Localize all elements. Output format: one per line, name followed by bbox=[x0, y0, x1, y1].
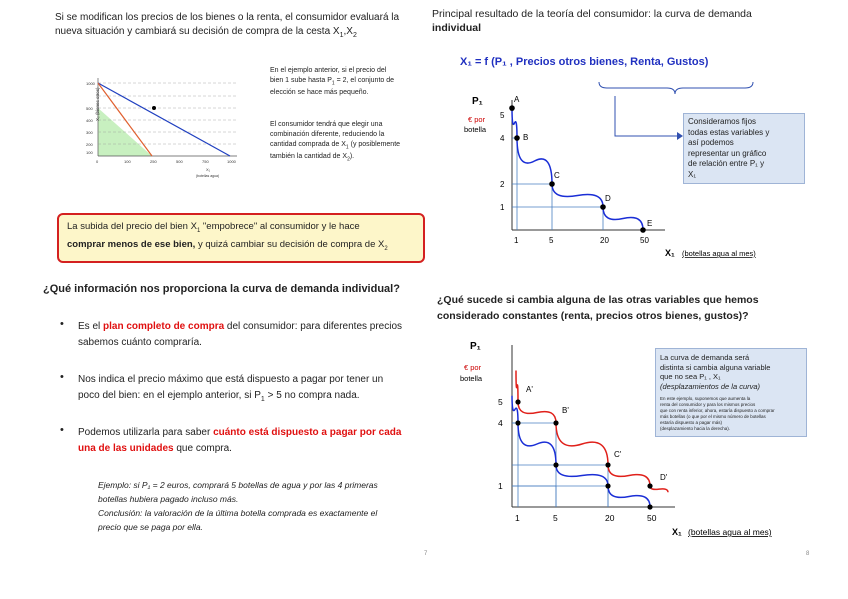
x-tick: 5 bbox=[549, 236, 554, 245]
chart4-xlabel: X₁ bbox=[672, 527, 682, 537]
slide2-title: Principal resultado de la teoría del consumidor: la curva de demanda individual bbox=[432, 8, 752, 34]
original-point bbox=[605, 483, 610, 488]
shifted-point bbox=[553, 420, 558, 425]
point-D bbox=[600, 204, 606, 210]
slide1-intro: Si se modifican los precios de los bienes o la renta, el consumidor evaluará la nueva situación y cambiará su decisión de compra de la cesta $X_1,X_2$ bbox=[55, 12, 400, 39]
optimal-basket-point bbox=[152, 106, 156, 110]
demand-curve bbox=[512, 108, 643, 230]
mini-xtick: 100 bbox=[124, 159, 131, 164]
y-tick: 4 bbox=[500, 134, 505, 143]
shifted-point bbox=[605, 462, 610, 467]
callout-box: La subida del precio del bien $X_1$ "empobrece" al consumidor y le hace comprar menos de ese bien, y quizá cambiar su decisión de compra de $X_2$ bbox=[57, 213, 425, 263]
chart2-ylabel-unit-2: botella bbox=[464, 125, 487, 134]
shifted-point-label: A' bbox=[526, 385, 533, 394]
x-tick: 50 bbox=[640, 236, 649, 245]
original-point bbox=[553, 462, 558, 467]
mini-ytick: 300 bbox=[86, 130, 93, 135]
x-tick: 1 bbox=[515, 513, 520, 523]
mini-xtick: 1000 bbox=[227, 159, 236, 164]
point-label-C: C bbox=[554, 171, 560, 180]
chart2-ylabel: P₁ bbox=[472, 96, 483, 107]
y-tick: 5 bbox=[500, 111, 505, 120]
intro-line-2: nueva situación y cambiará su decisión de compra de la cesta X bbox=[55, 25, 340, 37]
x-tick: 1 bbox=[514, 236, 519, 245]
example-text: Ejemplo: si P₁ = 2 euros, comprará 5 botellas de agua y por las 4 primeras botellas hubiera pagado incluso más. Conclusión: la valoración de la última botella comprada es exactamente el precio que se paga por ella. bbox=[98, 480, 378, 532]
chart2-xlabel: X₁ bbox=[665, 248, 675, 258]
bullet-1: Es el plan completo de compra del consumidor: para diferentes precios sabemos cuánto compraría. bbox=[78, 321, 403, 348]
bullet-2: Nos indica el precio máximo que está dispuesto a pagar por tener un poco del bien: en el ejemplo anterior, si $P_1 > 5$ no compra nada. bbox=[78, 374, 384, 403]
point-E bbox=[640, 227, 646, 233]
chart4-xlabel-unit: (botellas agua al mes) bbox=[688, 527, 772, 537]
mini-xtick: 750 bbox=[202, 159, 209, 164]
mini-xtick: 250 bbox=[150, 159, 157, 164]
slide3-title: ¿Qué información nos proporciona la curva de demanda individual? bbox=[43, 283, 400, 295]
bullet-dot: • bbox=[60, 371, 64, 383]
mini-ytick: 1000 bbox=[86, 81, 95, 86]
mini-ytick: 400 bbox=[86, 118, 93, 123]
point-label-E: E bbox=[647, 219, 653, 228]
shifted-point-label: B' bbox=[562, 406, 569, 415]
demand-curve-chart bbox=[460, 88, 790, 268]
bullet-3: Podemos utilizarla para saber cuánto está dispuesto a pagar por cada una de las unidades que compra. bbox=[78, 427, 402, 454]
chart4-ylabel-unit-2: botella bbox=[460, 374, 483, 383]
chart4-ylabel: P₁ bbox=[470, 341, 481, 352]
mini-ytick: 200 bbox=[86, 142, 93, 147]
y-tick: 4 bbox=[498, 418, 503, 428]
x-tick: 20 bbox=[605, 513, 615, 523]
mini-xlabel-unit: (botellas agua) bbox=[196, 174, 220, 178]
page-number: 7 bbox=[424, 551, 428, 557]
y-tick: 5 bbox=[498, 397, 503, 407]
point-label-B: B bbox=[523, 133, 529, 142]
y-tick: 1 bbox=[498, 481, 503, 491]
shifted-point bbox=[515, 399, 520, 404]
chart2-xlabel-unit: (botellas agua al mes) bbox=[682, 249, 756, 258]
bullet-dot: • bbox=[60, 318, 64, 330]
x-tick: 5 bbox=[553, 513, 558, 523]
mini-ytick: 500 bbox=[86, 106, 93, 111]
point-C bbox=[549, 181, 555, 187]
page-number: 8 bbox=[806, 551, 810, 557]
slide1-note-1: En el ejemplo anterior, si el precio del bien 1 sube hasta $P_1 = 2$, el conjunto de elección se hace más pequeño. bbox=[270, 67, 395, 97]
demand-shift-chart bbox=[450, 335, 790, 550]
chart2-ylabel-unit: € por bbox=[468, 115, 486, 124]
mini-xtick: 0 bbox=[96, 159, 99, 164]
point-A bbox=[509, 105, 515, 111]
budget-mini-chart bbox=[72, 48, 252, 188]
mini-xlabel: X₁ bbox=[206, 167, 211, 172]
slide4-title: ¿Qué sucede si cambia alguna de las otras variables que hemos considerado constantes (renta, precios otros bienes, gustos)? bbox=[437, 294, 759, 322]
bullet-dot: • bbox=[60, 424, 64, 436]
point-B bbox=[514, 135, 520, 141]
original-point bbox=[647, 504, 652, 509]
intro-line-1: Si se modifican los precios de los bienes o la renta, el consumidor evaluará la bbox=[55, 12, 400, 23]
x-tick: 20 bbox=[600, 236, 609, 245]
demand-formula: X₁ = f (P₁ , Precios otros bienes, Renta, Gustos) bbox=[460, 56, 709, 68]
point-label-A: A bbox=[514, 95, 520, 105]
mini-ylabel: X₂ (bienes otros) bbox=[95, 87, 100, 121]
original-point bbox=[515, 420, 520, 425]
mini-ytick: 100 bbox=[86, 150, 93, 155]
mini-xtick: 500 bbox=[176, 159, 183, 164]
slide1-note-2: El consumidor tendrá que elegir una combinación diferente, reduciendo la cantidad comprada de $X_1$ (y posiblemente también la cantidad de $X_2$). bbox=[270, 121, 401, 163]
point-label-D: D bbox=[605, 194, 611, 203]
y-tick: 1 bbox=[500, 203, 505, 212]
shifted-point-label: D' bbox=[660, 473, 668, 482]
assumption-box: Consideramos fijos todas estas variables y así podemos representar un gráfico de relación entre P₁ y X₁ bbox=[683, 113, 805, 184]
y-tick: 2 bbox=[500, 180, 505, 189]
shift-explanation-box: La curva de demanda será distinta si cambia alguna variable que no sea P₁ , X₁ (desplazamientos de la curva) En este ejemplo, suponemos que aumenta la renta del consumidor y para los mismos precios que con renta inferior, ahora, estaría dispuesto a comprar más botellas (o que por el mismo número de botellas estaría dispuesto a pagar más) (desplazamiento hacia la derecha). bbox=[655, 348, 807, 437]
shifted-point bbox=[647, 483, 652, 488]
demand-curve-original bbox=[512, 396, 650, 507]
x-tick: 50 bbox=[647, 513, 657, 523]
shifted-point-label: C' bbox=[614, 450, 622, 459]
chart4-ylabel-unit: € por bbox=[464, 363, 482, 372]
